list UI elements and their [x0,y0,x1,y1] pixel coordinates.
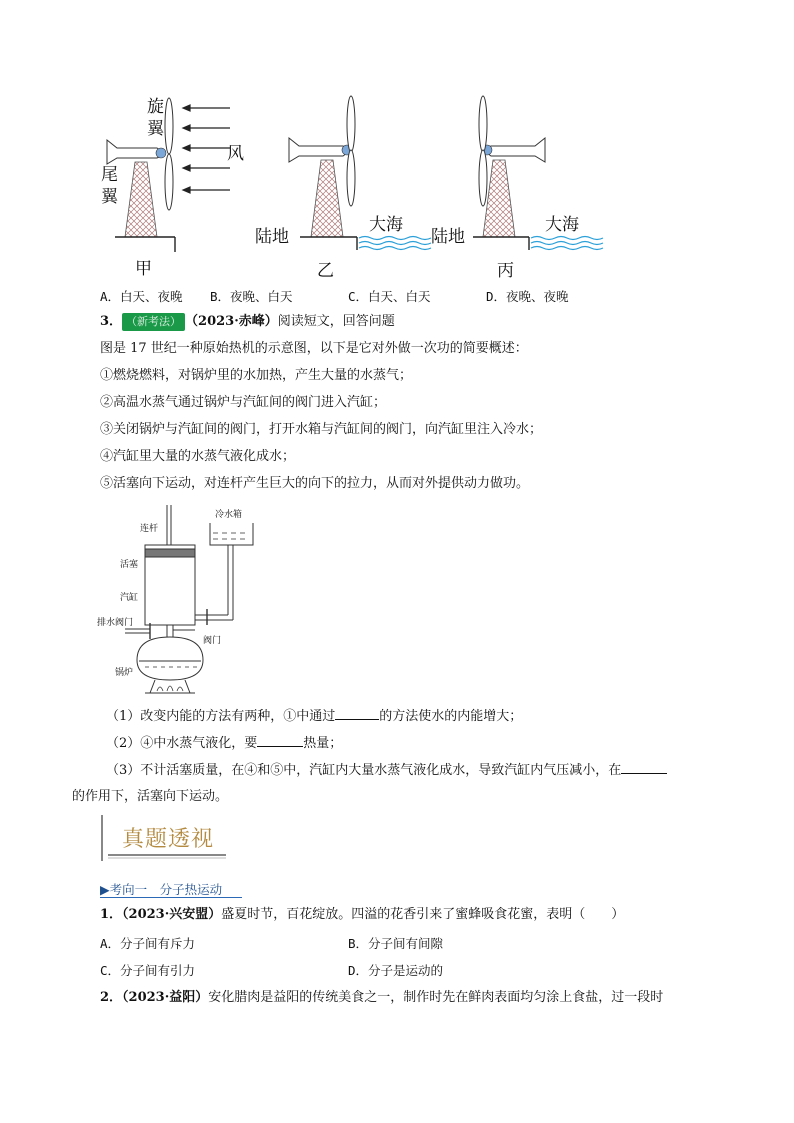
q3-sub3 [106,761,667,780]
option-b: B．夜晚、白天 [210,289,293,304]
answer-blank-3[interactable] [621,761,667,774]
land-label-bing: 陆地 [431,227,465,247]
turbine-bing [473,96,603,250]
tank-label: 冷水箱 [215,510,243,520]
p1-text: 盛夏时节，百花绽放。四溢的花香引来了蜜蜂吸食花蜜，表明（ ） [221,907,625,922]
q3-step-4: ④汽缸里大量的水蒸气液化成水； [100,449,296,464]
q3-number: 3． [100,314,123,329]
q3-sub3-cont: 的作用下，活塞向下运动。 [72,789,229,804]
caption-bing: 丙 [497,261,514,281]
turbine-jia [107,98,230,252]
q3-step-5: ⑤活塞向下运动，对连杆产生巨大的向下的拉力，从而对外提供动力做功。 [100,476,530,491]
heat-engine-diagram [95,505,270,700]
section-title: 真题透视 [122,827,215,852]
tail-label-2: 翼 [101,187,118,207]
answer-blank-1[interactable] [335,707,379,720]
sea-label-yi: 大海 [369,215,403,235]
option-a: A．白天、夜晚 [100,289,183,304]
wind-label: 风 [227,144,244,164]
q3-tag: （新考法） [122,313,185,331]
answer-blank-2[interactable] [257,734,303,747]
option-d: D．夜晚、夜晚 [486,289,569,304]
tail-label-1: 尾 [101,165,118,185]
rotor-label-2: 翼 [147,119,164,139]
option-c: C．白天、白天 [348,289,431,304]
wind-turbine-figure [95,92,615,282]
drain-valve-label: 排水阀门 [97,618,134,628]
land-label-yi: 陆地 [255,227,289,247]
p1-option-b: B．分子间有间隙 [348,936,444,951]
q3-intro: 图是 17 世纪一种原始热机的示意图，以下是它对外做一次功的简要概述： [100,341,528,356]
p2-question [100,989,663,1007]
q3-source: （2023·赤峰） [185,314,278,329]
caption-jia: 甲 [135,259,152,279]
q3-step-2: ②高温水蒸气通过锅炉与汽缸间的阀门进入汽缸； [100,395,387,410]
q3-prompt: 阅读短文，回答问题 [277,314,395,329]
boiler-label: 锅炉 [115,668,134,678]
q3-sub2-text-b: 热量； [303,736,343,751]
valve-label: 阀门 [203,636,222,646]
p1-source: （2023·兴安盟） [122,907,222,922]
sea-label-bing: 大海 [545,215,579,235]
rotor-label-1: 旋 [147,97,164,117]
turbine-yi [289,96,431,250]
p2-number: 2． [100,990,123,1005]
p1-number: 1． [100,907,123,922]
cylinder-label: 汽缸 [120,593,139,603]
q3-sub2 [106,734,342,753]
caption-yi: 乙 [317,261,334,281]
p1-option-a: A．分子间有斥力 [100,936,196,951]
q3-sub2-text-a: （2）④中水蒸气液化，要 [106,736,258,751]
q3-sub1-text-a: （1）改变内能的方法有两种，①中通过 [106,709,336,724]
p2-source: （2023·益阳） [122,990,209,1005]
rod-label: 连杆 [140,524,159,534]
piston-label: 活塞 [120,560,139,570]
q3-sub3-text-a: （3）不计活塞质量，在④和⑤中，汽缸内大量水蒸气液化成水，导致汽缸内气压减小，在 [106,763,622,778]
subhead-underline [100,897,242,898]
q3-header [100,313,395,331]
p2-text: 安化腊肉是益阳的传统美食之一，制作时先在鲜肉表面均匀涂上食盐，过一段时 [208,990,664,1005]
p1-option-c: C．分子间有引力 [100,963,196,978]
q3-step-1: ①燃烧燃料，对锅炉里的水加热，产生大量的水蒸气； [100,368,413,383]
q3-step-3: ③关闭锅炉与汽缸间的阀门，打开水箱与汽缸间的阀门，向汽缸里注入冷水； [100,422,543,437]
q3-sub1-text-b: 的方法使水的内能增大； [379,709,523,724]
q3-sub1 [106,707,522,726]
p1-option-d: D．分子是运动的 [348,963,444,978]
p1-question [100,906,624,924]
section-subhead: ▶考向一 分子热运动 [100,882,223,897]
